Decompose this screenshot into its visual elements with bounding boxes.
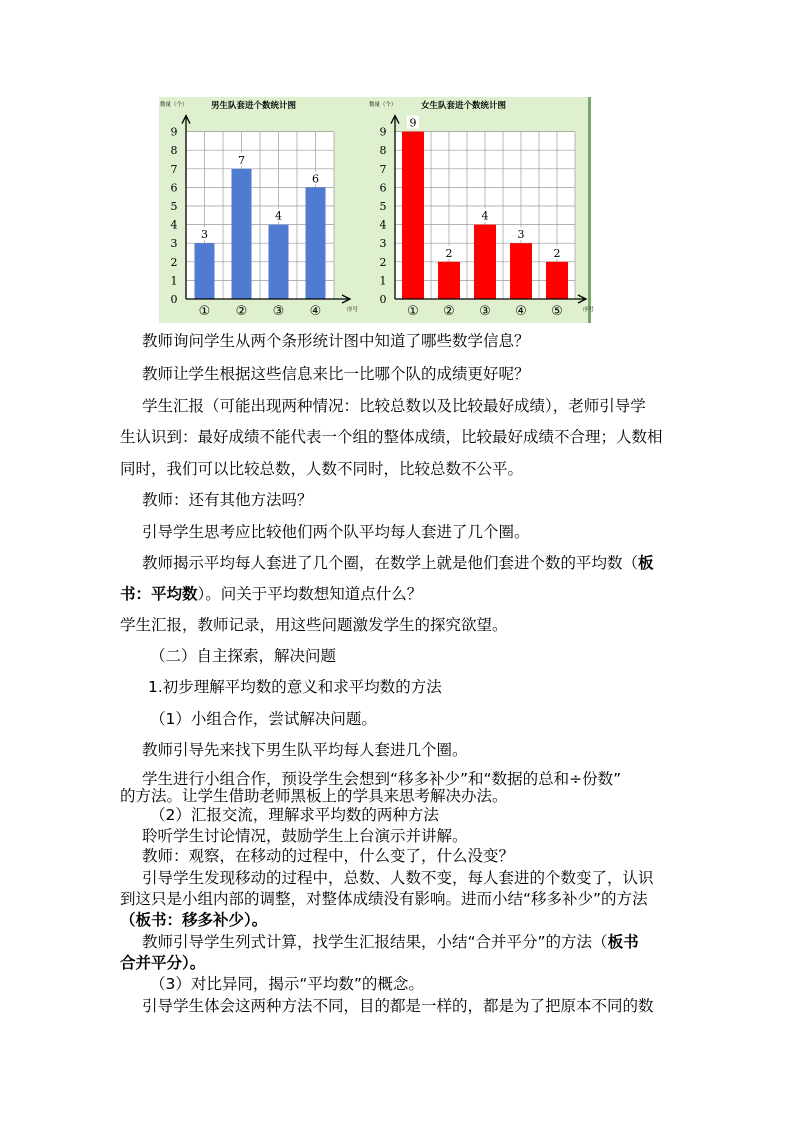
chart-1-y-tick-label: 5 [170,200,178,213]
chart-1-data-label: 6 [312,172,319,186]
paragraph-6-text: 教师揭示平均每人套进了几个圈，在数学上就是他们套进个数的平均数（ [142,554,639,572]
paragraph-12-line-1: 引导学生发现移动的过程中，总数、人数不变，每人套进的个数变了，认识 [142,869,654,887]
chart-2-y-tick-label: 4 [379,218,387,232]
chart-1-y-tick-label: 4 [170,218,178,232]
chart-1-y-tick-label: 8 [170,144,178,158]
chart-1-category-label: ② [235,304,248,319]
bar-charts-svg [159,97,595,323]
board-note-1a: 板 [638,554,654,572]
paragraph-13-text: 教师引导学生列式计算，找学生汇报结果，小结“合并平分”的方法（ [142,933,608,951]
chart-1-bar [269,225,289,299]
chart-2-y-tick-label: 8 [379,144,387,158]
chart-1-y-tick-label: 6 [170,181,178,195]
chart-2-y-tick-label: 2 [379,255,387,269]
paragraph-1: 教师询问学生从两个条形统计图中知道了哪些数学信息？ [142,332,530,350]
paragraph-2: 教师让学生根据这些信息来比一比哪个队的成绩更好呢？ [142,365,530,383]
chart-2-category-label: ① [407,304,419,319]
chart-2-bar [474,225,496,299]
board-note-1b: 书：平均数 [120,585,198,603]
chart-2-bar [438,262,460,299]
board-note-2: （板书：移多补少）。 [120,911,268,929]
board-note-3a: 板书 [607,933,639,951]
paragraph-14: 引导学生体会这两种方法不同，目的都是一样的，都是为了把原本不同的数 [142,997,654,1015]
chart-1-y-tick-label: 0 [170,293,178,306]
chart-2-category-label: ④ [515,304,527,319]
section-heading-2: （二）自主探索，解决问题 [150,647,337,665]
paragraph-3-line-1: 学生汇报（可能出现两种情况：比较总数以及比较最好成绩），老师引导学 [142,397,646,415]
chart-2-y-axis-label: 数量（个） [369,102,397,108]
chart-1-bar [195,243,215,299]
chart-1-category-label: ③ [272,304,285,319]
chart-2-data-label: 3 [517,228,525,242]
chart-2-y-tick-label: 3 [379,237,387,251]
chart-2-y-tick-label: 5 [379,200,387,213]
paragraph-3-line-3: 同时，我们可以比较总数，人数不同时，比较总数不公平。 [120,460,524,478]
board-note-3b: 合并平分）。 [120,954,206,972]
chart-1-y-tick-label: 3 [170,237,178,251]
subheading-1-1: （1）小组合作，尝试解决问题。 [150,710,377,728]
paragraph-6-text-2: ）。问关于平均数想知道点什么？ [197,585,423,603]
chart-1-data-label: 4 [275,209,282,223]
chart-1-bar [306,187,326,299]
chart-2-category-label: ② [443,304,455,319]
chart-2-data-label: 4 [481,209,489,223]
paragraph-9-line-2: 的方法。让学生借助老师黑板上的学具来思考解决办法。 [120,787,508,805]
bar-charts-figure [159,97,595,323]
chart-1-category-label: ④ [309,304,322,319]
chart-2-y-tick-label: 6 [379,181,387,195]
paragraph-7: 学生汇报，教师记录，用这些问题激发学生的探究欲望。 [120,616,508,634]
chart-2-category-label: ⑤ [551,304,563,319]
paragraph-6-line-2 [120,584,422,604]
paragraph-10: 聆听学生讨论情况，鼓励学生上台演示并讲解。 [142,827,468,845]
chart-2-bar [546,262,568,299]
paragraph-3-line-2: 生认识到：最好成绩不能代表一个组的整体成绩，比较最好成绩不合理；人数相 [120,428,663,446]
chart-1-x-axis-label: 序号 [347,307,359,313]
chart-1-category-label: ① [198,304,211,319]
subheading-1: 1.初步理解平均数的意义和求平均数的方法 [148,678,442,696]
chart-2-title: 女生队套进个数统计图 [421,101,507,111]
chart-2-y-tick-label: 1 [379,274,387,288]
chart-2-data-label: 2 [445,246,453,260]
paragraph-13-line-1 [142,932,639,952]
paragraph-8: 教师引导先来找下男生队平均每人套进几个圈。 [142,741,468,759]
paragraph-11: 教师：观察，在移动的过程中，什么变了，什么没变？ [142,847,515,865]
chart-1-data-label: 3 [201,228,208,242]
chart-2-y-tick-label: 9 [379,125,387,139]
chart-1-data-label: 7 [238,153,245,167]
chart-1-y-axis-label: 数量（个） [160,102,188,108]
paragraph-9-line-1: 学生进行小组合作，预设学生会想到“移多补少”和“数据的总和÷份数” [142,770,622,788]
paragraph-12-line-2: 到这只是小组内部的调整，对整体成绩没有影响。进而小结“移多补少”的方法 [120,890,648,908]
paragraph-5: 引导学生思考应比较他们两个队平均每人套进了几个圈。 [142,523,530,541]
chart-2-x-axis-label: 序号 [583,307,595,313]
chart-1-y-tick-label: 9 [170,125,178,139]
chart-1-y-tick-label: 7 [170,162,178,176]
subheading-1-2: （2）汇报交流，理解求平均数的两种方法 [150,806,439,824]
chart-1-bar [232,169,252,299]
chart-2-data-label: 2 [553,246,561,260]
chart-2-data-label: 9 [409,116,417,130]
chart-2-bar [402,132,424,299]
subheading-1-3: （3）对比异同，揭示“平均数”的概念。 [150,975,424,993]
chart-2-y-tick-label: 7 [379,162,387,176]
paragraph-4: 教师：还有其他方法吗？ [142,491,313,509]
chart-1-y-tick-label: 1 [170,274,178,288]
chart-2-category-label: ③ [479,304,491,319]
chart-2-y-tick-label: 0 [379,293,387,306]
chart-1-y-tick-label: 2 [170,255,178,269]
paragraph-6-line-1 [142,553,654,573]
chart-1-title: 男生队套进个数统计图 [211,101,297,111]
chart-2-bar [510,243,532,299]
